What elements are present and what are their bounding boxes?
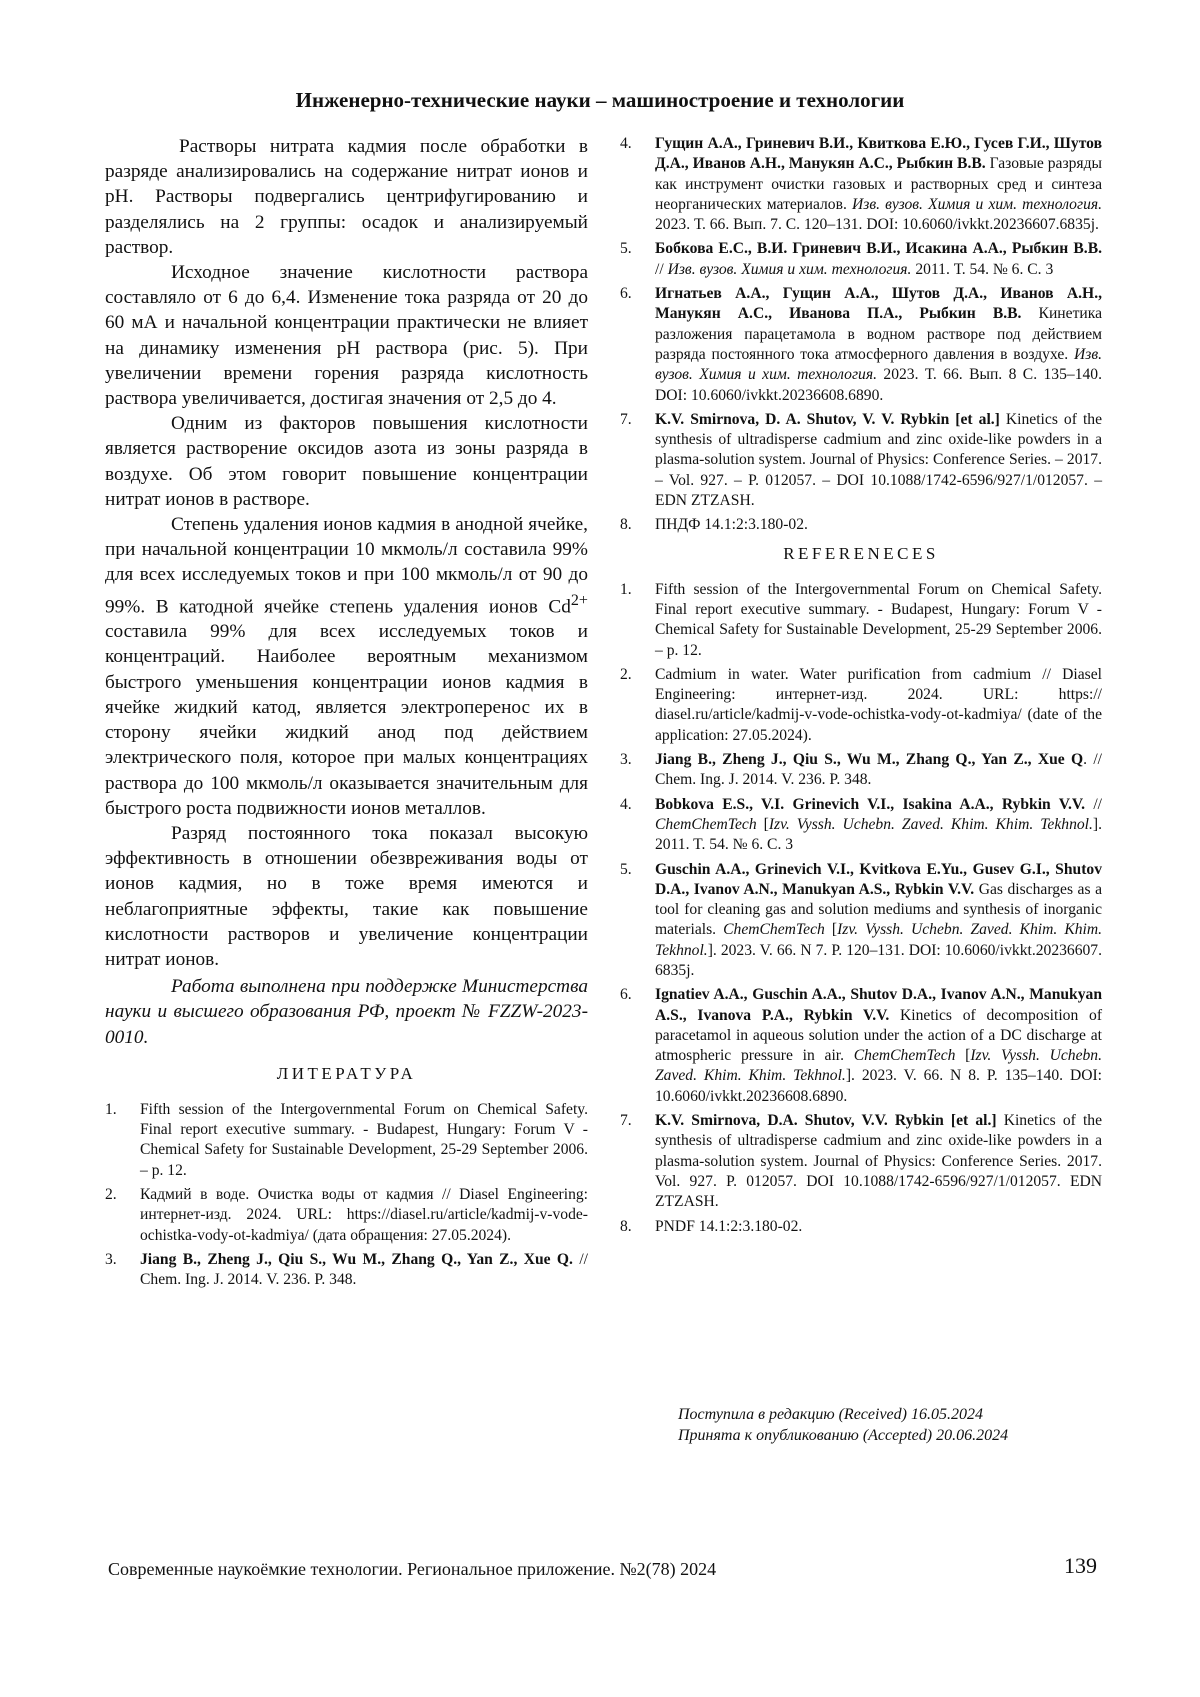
reference-authors: Ignatiev A.A., Guschin A.A., Shutov D.A., Ivanov A.N., Manukyan A.S., Ivanova P.A., Rybkin V.V. [655, 986, 1102, 1024]
reference-journal: Изв. вузов. Химия и хим. технология. [655, 345, 1102, 384]
reference-number: 4. [620, 795, 632, 813]
reference-details: 2011. Т. 54. № 6. С. 3 [911, 260, 1054, 278]
page-number: 139 [1064, 1553, 1097, 1578]
reference-item [105, 1100, 588, 1181]
reference-text: . // Chem. Ing. J. 2014. V. 236. P. 348. [655, 751, 1102, 789]
reference-number: 6. [620, 285, 632, 303]
reference-item [620, 750, 1102, 791]
reference-details: ]. 2011. T. 54. № 6. C. 3 [655, 815, 1102, 854]
reference-item [105, 1250, 588, 1291]
reference-item [620, 134, 1102, 235]
references-heading: REFERENECES [783, 543, 939, 563]
reference-journal: ChemChemTech [723, 921, 825, 939]
body-paragraph-cd [105, 512, 588, 821]
ion-charge: 2+ [570, 591, 588, 609]
reference-details: 2023. Т. 66. Вып. 7. С. 120–131. DOI: 10.6060/ivkkt.20236607.6835j. [655, 216, 1099, 234]
reference-authors: Guschin A.A., Grinevich V.I., Kvitkova E.Yu., Gusev G.I., Shutov D.A., Ivanov A.N., Manukyan A.S., Rybkin V.V. [655, 860, 1102, 898]
reference-number: 2. [620, 665, 632, 683]
right-column [620, 134, 1102, 1241]
reference-number: 4. [620, 135, 632, 152]
reference-item [620, 239, 1102, 280]
reference-item [620, 284, 1102, 406]
paragraph-text: составила 99% для всех исследуемых токов и концентраций. Наиболее вероятным механизмом быстрого уменьшения концентрации ионов кадмия в ячейке жидкий катод, является электроперенос их в сторону ячейки жидкий анод под действием электрического поля, которое при малых концентрациях раствора до 100 мкмоль/л оказывается значительным для быстрого роста подвижности ионов металлов. [105, 621, 588, 819]
reference-number: 8. [620, 516, 632, 534]
reference-text: Gas discharges as a tool for cleaning gas and solution mediums and synthesis of inorganic materials. [655, 880, 1102, 939]
reference-details: [ [955, 1047, 971, 1065]
reference-text: Kinetics of decomposition of paracetamol in aqueous solution under the action of a DC discharge at atmospheric pressure in air. [655, 1006, 1103, 1065]
reference-journal: ChemChemTech [853, 1047, 956, 1065]
reference-journal-translit: Izv. Vyssh. Uchebn. Zaved. Khim. Khim. Tekhnol. [655, 1047, 1102, 1085]
reference-authors: K.V. Smirnova, D.A. Shutov, V.V. Rybkin [et al.] [655, 1112, 997, 1130]
reference-details: 2023. Т. 66. Вып. 8 С. 135–140. DOI: 10.6060/ivkkt.20236608.6890. [655, 366, 1102, 404]
reference-item [620, 580, 1102, 661]
reference-text: // [655, 260, 668, 278]
reference-number: 1. [105, 1100, 117, 1118]
reference-item [620, 1111, 1102, 1212]
reference-item [620, 410, 1102, 511]
reference-number: 8. [620, 1217, 632, 1235]
reference-journal: ChemChemTech [655, 815, 757, 833]
body-paragraph: Исходное значение кислотности раствора составляло от 6 до 6,4. Изменение тока разряда от 20 до 60 мА и начальной концентрации практически не влияет на динамику изменения pH раствора (рис. 5). При увеличении времени горения разряда кислотность раствора увеличивается, достигая значения от 2,5 до 4. [105, 262, 588, 410]
reference-text: Кинетика разложения парацетамола в водном растворе под действием разряда постоянного тока атмосферного давления в воздухе. [655, 305, 1102, 363]
reference-text: // Chem. Ing. J. 2014. V. 236. P. 348. [140, 1250, 588, 1289]
reference-item [620, 665, 1102, 746]
reference-journal: Изв. вузов. Химия и хим. технология. [667, 260, 912, 278]
paragraph-text: Степень удаления ионов кадмия в анодной ячейке, при начальной концентрации 10 мкмоль/л составила 99% для всех исследуемых токов и при 100 мкмоль/л от 90 до 99%. В катодной ячейке степень удаления ионов Cd [105, 514, 588, 618]
reference-authors: Bobkova E.S., V.I. Grinevich V.I., Isakina A.A., Rybkin V.V. [655, 795, 1086, 813]
reference-text: Kinetics of the synthesis of ultradisperse cadmium and zinc oxide-like powders in a plasma-solution system. Journal of Physics: Conference Series. 2017. Vol. 927. P. 012057. DOI 10.1088/1742-6596/927/1/012057. EDN ZTZASH. [655, 1112, 1102, 1211]
reference-journal: Изв. вузов. Химия и хим. технология. [851, 195, 1103, 213]
body-paragraph: Разряд постоянного тока показал высокую эффективность в отношении обезвреживания воды от ионов кадмия, но в тоже время имеются и неблагоприятные эффекты, такие как повышение кислотности растворов и увеличение концентрации нитрат ионов. [105, 822, 588, 970]
reference-item [620, 985, 1102, 1107]
reference-authors: K.V. Smirnova, D. A. Shutov, V. V. Rybkin [et al.] [655, 410, 1000, 428]
reference-authors: Игнатьев А.А., Гущин А.А., Шутов Д.А., Иванов А.Н., Манукян А.С., Иванова П.А., Рыбкин В.В. [655, 285, 1102, 323]
reference-text: Cadmium in water. Water purification from cadmium // Diasel Engineering: интернет-изд. 2024. URL: https:// diasel.ru/article/kadmij-v-vode-ochistka-vody-ot-kadmiya/ (date of the application: 27.05.2024). [655, 665, 1102, 744]
reference-authors: Jiang B., Zheng J., Qiu S., Wu M., Zhang Q., Yan Z., Xue Q. [140, 1250, 573, 1268]
reference-number: 7. [620, 1112, 632, 1130]
reference-number: 1. [620, 580, 632, 598]
reference-text: Кадмий в воде. Очистка воды от кадмия // Diasel Engineering: интернет-изд. 2024. URL: https://diasel.ru/article/kadmij-v-vode-ochistka-vody-ot-kadmiya/ (дата обращения: 27.05.2024). [140, 1185, 588, 1244]
reference-details: ]. 2023. V. 66. N 7. P. 120–131. DOI: 10.6060/ivkkt.20236607. 6835j. [655, 941, 1102, 979]
reference-item [620, 795, 1102, 856]
body-paragraph: Растворы нитрата кадмия после обработки в разряде анализировались на содержание нитрат ионов и pH. Растворы подвергались центрифугированию и разделялись на 2 группы: осадок и анализируемый раствор. [105, 136, 588, 258]
running-title: Инженерно-технические науки – машиностроение и технологии [295, 88, 905, 112]
reference-item [620, 515, 1102, 535]
literature-heading: ЛИТЕРАТУРА [276, 1063, 417, 1083]
reference-text: // [1085, 795, 1102, 813]
reference-number: 5. [620, 240, 632, 258]
reference-number: 2. [105, 1185, 117, 1203]
reference-details: [ [756, 815, 769, 833]
reference-details: [ [824, 921, 838, 939]
literature-list-continued [620, 134, 1102, 536]
reference-journal-translit: Izv. Vyssh. Uchebn. Zaved. Khim. Khim. Tekhnol. [768, 815, 1093, 833]
reference-text: Газовые разряды как инструмент очистки газовых и растворных сред и синтеза неорганических материалов. [655, 155, 1103, 213]
reference-text: Fifth session of the Intergovernmental Forum on Chemical Safety. Final report executive summary. - Budapest, Hungary: Forum V - Chemical Safety for Sustainable Development, 25-29 September 2006. – p. 12. [655, 580, 1102, 659]
reference-item [620, 860, 1102, 982]
funding-note: Работа выполнена при поддержке Министерства науки и высшего образования РФ, проект № FZZW-2023-0010. [105, 976, 588, 1048]
reference-authors: Бобкова Е.С., В.И. Гриневич В.И., Исакина А.А., Рыбкин В.В. [655, 240, 1102, 258]
reference-number: 7. [620, 410, 632, 428]
reference-number: 3. [105, 1250, 117, 1268]
reference-number: 3. [620, 751, 632, 769]
left-column [105, 134, 588, 1294]
references-list [620, 580, 1102, 1237]
reference-number: 5. [620, 860, 632, 878]
reference-text: Fifth session of the Intergovernmental Forum on Chemical Safety. Final report executive summary. - Budapest, Hungary: Forum V - Chemical Safety for Sustainable Development, 25-29 September 2006. – p. 12. [140, 1100, 588, 1179]
body-paragraph: Одним из факторов повышения кислотности является растворение оксидов азота из зоны разряда в воздухе. Об этом говорит повышение концентрации нитрат ионов в растворе. [105, 413, 588, 510]
reference-details: ]. 2023. V. 66. N 8. P. 135–140. DOI: 10.6060/ivkkt.20236608.6890. [655, 1067, 1103, 1105]
reference-authors: Jiang B., Zheng J., Qiu S., Wu M., Zhang Q., Yan Z., Xue Q [655, 751, 1084, 769]
reference-item [105, 1185, 588, 1246]
reference-text: ПНДФ 14.1:2:3.180-02. [655, 516, 808, 534]
reference-number: 6. [620, 986, 632, 1004]
reference-item [620, 1217, 1102, 1237]
footer-journal-title: Современные наукоёмкие технологии. Региональное приложение. №2(78) 2024 [108, 1559, 717, 1579]
reference-text: Kinetics of the synthesis of ultradisperse cadmium and zinc oxide-like powders in a plasma-solution system. Journal of Physics: Conference Series. – 2017. – Vol. 927. – P. 012057. – DOI 10.1088/1742-6596/927/1/012057. – EDN ZTZASH. [655, 410, 1103, 510]
reference-text: PNDF 14.1:2:3.180-02. [655, 1217, 803, 1235]
received-date: Поступила в редакцию (Received) 16.05.2024 [678, 1406, 983, 1423]
reference-authors: Гущин А.А., Гриневич В.И., Квиткова Е.Ю., Гусев Г.И., Шутов Д.А., Иванов А.Н., Манукян А.С., Рыбкин В.В. [655, 135, 1102, 173]
submission-dates [678, 1404, 1008, 1446]
reference-journal-translit: Izv. Vyssh. Uchebn. Zaved. Khim. Khim. Tekhnol. [655, 921, 1103, 959]
accepted-date: Принята к опубликованию (Accepted) 20.06.2024 [678, 1427, 1009, 1444]
literature-list [105, 1100, 588, 1291]
